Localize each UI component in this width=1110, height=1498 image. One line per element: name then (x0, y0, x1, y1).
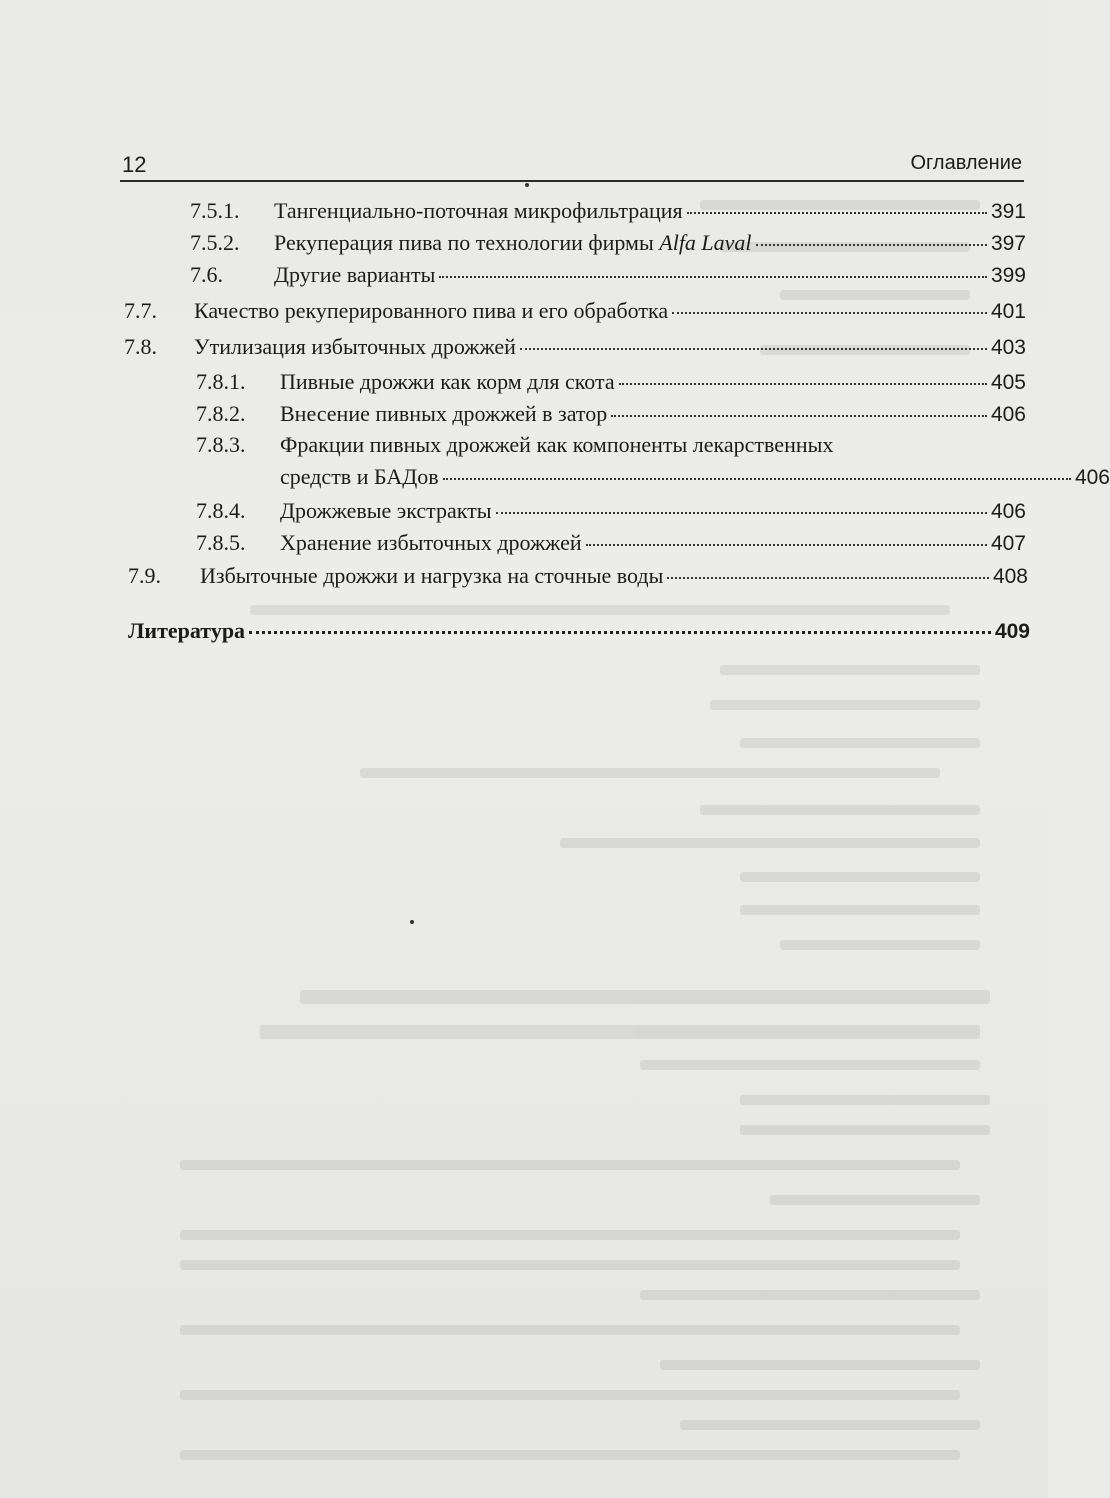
page-number: 12 (122, 152, 147, 177)
entry-title: Избыточные дрожжи и нагрузка на сточные воды (200, 563, 664, 588)
toc-entry-7-8-3[interactable] (196, 432, 1110, 492)
entry-page: 401 (990, 300, 1026, 323)
toc-entry-literature[interactable] (128, 618, 1030, 645)
entry-page: 407 (990, 532, 1026, 555)
toc-entry-7-8-2[interactable] (196, 401, 1026, 428)
entry-title: Другие варианты (274, 262, 436, 287)
dot-leader (619, 382, 987, 385)
print-speck (525, 183, 529, 187)
dot-leader (520, 347, 987, 350)
dot-leader (443, 477, 1071, 480)
dot-leader (756, 243, 987, 246)
entry-page: 406 (990, 403, 1026, 426)
toc-entry-7-5-2[interactable] (190, 230, 1026, 257)
dot-leader (586, 543, 987, 546)
dot-leader (687, 211, 987, 214)
dot-leader (611, 414, 987, 417)
toc-entry-7-6[interactable] (190, 262, 1026, 289)
dot-leader (672, 311, 987, 314)
entry-page: 403 (990, 336, 1026, 359)
page-header (120, 150, 1024, 182)
entry-title: Хранение избыточных дрожжей (280, 530, 582, 555)
entry-title: Внесение пивных дрожжей в затор (280, 401, 608, 426)
toc-entry-7-8-4[interactable] (196, 498, 1026, 525)
toc-entry-7-8[interactable] (124, 334, 1026, 361)
entry-title (274, 230, 752, 256)
entry-number: 7.8.1. (196, 369, 246, 394)
dot-leader (439, 275, 987, 278)
entry-page: 397 (990, 232, 1026, 255)
entry-number: 7.5.2. (190, 230, 240, 255)
entry-title: Тангенциально-поточная микрофильтрация (274, 198, 683, 223)
entry-title: Качество рекуперированного пива и его обработка (194, 298, 669, 323)
dot-leader (667, 576, 989, 579)
entry-number: 7.6. (190, 262, 223, 287)
entry-title-italic: Alfa Laval (659, 230, 752, 255)
toc-entry-7-8-5[interactable] (196, 530, 1026, 557)
entry-number: 7.5.1. (190, 198, 240, 223)
entry-title: Дрожжевые экстракты (280, 498, 492, 523)
entry-title: Фракции пивных дрожжей как компоненты лекарственных (280, 432, 834, 457)
entry-page: 406 (990, 500, 1026, 523)
entry-number: 7.7. (124, 298, 157, 323)
entry-number: 7.8.2. (196, 401, 246, 426)
dot-leader (496, 511, 987, 514)
dot-leader (249, 630, 991, 634)
print-speck (410, 920, 414, 924)
entry-page: 399 (990, 264, 1026, 287)
entry-page: 391 (990, 200, 1026, 223)
entry-number: 7.8.5. (196, 530, 246, 555)
toc-entry-7-8-1[interactable] (196, 369, 1026, 396)
entry-title-line2: средств и БАДов (280, 464, 439, 489)
toc-entry-7-9[interactable] (128, 563, 1028, 590)
entry-title: Литература (128, 618, 246, 643)
entry-number: 7.8. (124, 334, 157, 359)
entry-page: 406 (1074, 466, 1110, 489)
entry-number: 7.9. (128, 563, 161, 588)
running-title: Оглавление (910, 152, 1022, 174)
entry-title-text: Рекуперация пива по технологии фирмы (274, 230, 660, 255)
entry-page: 408 (992, 565, 1028, 588)
entry-page: 405 (990, 371, 1026, 394)
entry-number: 7.8.4. (196, 498, 246, 523)
entry-page: 409 (994, 620, 1030, 643)
entry-title: Утилизация избыточных дрожжей (194, 334, 516, 359)
entry-title: Пивные дрожжи как корм для скота (280, 369, 615, 394)
toc-entry-7-7[interactable] (124, 298, 1026, 325)
entry-number: 7.8.3. (196, 432, 246, 457)
toc-entry-7-5-1[interactable] (190, 198, 1026, 225)
